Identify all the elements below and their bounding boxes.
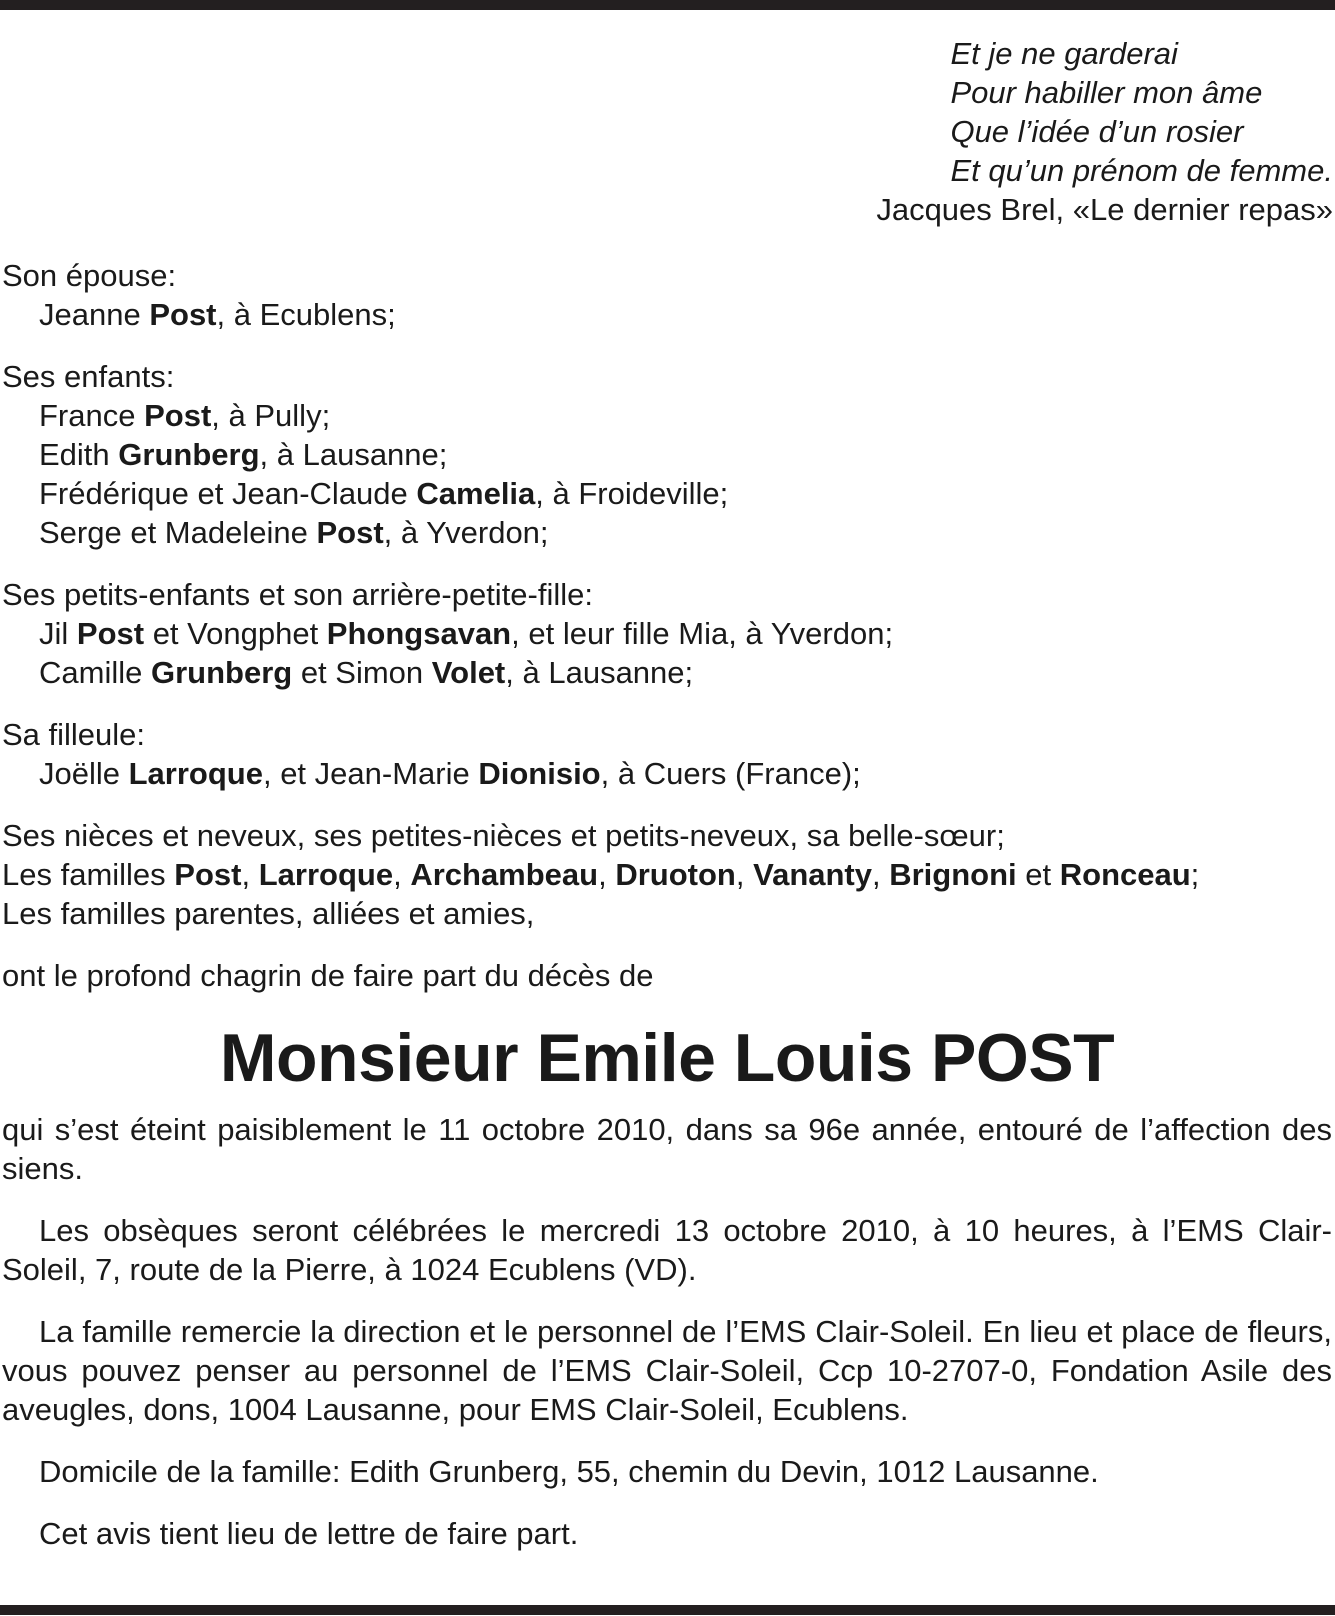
family-line: Frédérique et Jean-Claude Camelia, à Froideville; xyxy=(39,476,729,511)
domicile-paragraph: Domicile de la famille: Edith Grunberg, 55, chemin du Devin, 1012 Lausanne. xyxy=(39,1454,1099,1489)
group-heading: Ses petits-enfants et son arrière-petite-fille: xyxy=(2,577,593,612)
group-heading: Sa filleule: xyxy=(2,717,146,752)
bottom-rule xyxy=(0,1605,1335,1615)
notice-paragraph: Cet avis tient lieu de lettre de faire part. xyxy=(39,1516,579,1551)
relatives-line: Ses nièces et neveux, ses petites-nièces et petits-neveux, sa belle-sœur; xyxy=(2,818,1005,853)
grandchildren-group xyxy=(2,575,1332,692)
top-rule xyxy=(0,0,1335,10)
funeral-paragraph: Les obsèques seront célébrées le mercredi 13 octobre 2010, à 10 heures, à l’EMS Clair-Soleil, 7, route de la Pierre, à 1024 Ecublens (VD). xyxy=(2,1213,1332,1287)
relatives-line: Les familles parentes, alliées et amies, xyxy=(2,896,535,931)
children-group xyxy=(2,357,1332,552)
families-line: Les familles Post, Larroque, Archambeau, Druoton, Vananty, Brignoni et Ronceau; xyxy=(2,857,1200,892)
obituary-body xyxy=(2,256,1332,1576)
family-line: Jeanne Post, à Ecublens; xyxy=(39,297,396,332)
family-line: Joëlle Larroque, et Jean-Marie Dionisio, à Cuers (France); xyxy=(39,756,861,791)
deceased-name: Monsieur Emile Louis POST xyxy=(219,1020,1115,1096)
family-line: Serge et Madeleine Post, à Yverdon; xyxy=(39,515,549,550)
announcement: ont le profond chagrin de faire part du décès de xyxy=(2,958,654,993)
verse-line: Et qu’un prénom de femme. xyxy=(950,153,1333,188)
family-line: France Post, à Pully; xyxy=(39,398,331,433)
group-heading: Son épouse: xyxy=(2,258,177,293)
epigraph-verses xyxy=(950,34,1333,190)
spouse-group xyxy=(2,256,1332,334)
group-heading: Ses enfants: xyxy=(2,359,175,394)
epigraph xyxy=(876,34,1333,229)
verse-line: Et je ne garderai xyxy=(950,36,1178,71)
thanks-paragraph: La famille remercie la direction et le personnel de l’EMS Clair-Soleil. En lieu et place de fleurs, vous pouvez penser au personnel de l’EMS Clair-Soleil, Ccp 10-2707-0, Fondation Asile des aveugles, dons, 1004 Lausanne, pour EMS Clair-Soleil, Ecublens. xyxy=(2,1314,1332,1427)
goddaughter-group xyxy=(2,715,1332,793)
epigraph-attribution: Jacques Brel, «Le dernier repas» xyxy=(876,192,1333,227)
family-line: Edith Grunberg, à Lausanne; xyxy=(39,437,448,472)
death-paragraph: qui s’est éteint paisiblement le 11 octobre 2010, dans sa 96e année, entouré de l’affection des siens. xyxy=(2,1112,1332,1186)
family-line: Camille Grunberg et Simon Volet, à Lausanne; xyxy=(39,655,694,690)
family-line: Jil Post et Vongphet Phongsavan, et leur fille Mia, à Yverdon; xyxy=(39,616,894,651)
verse-line: Que l’idée d’un rosier xyxy=(950,114,1244,149)
relatives-group xyxy=(2,816,1332,933)
verse-line: Pour habiller mon âme xyxy=(950,75,1263,110)
